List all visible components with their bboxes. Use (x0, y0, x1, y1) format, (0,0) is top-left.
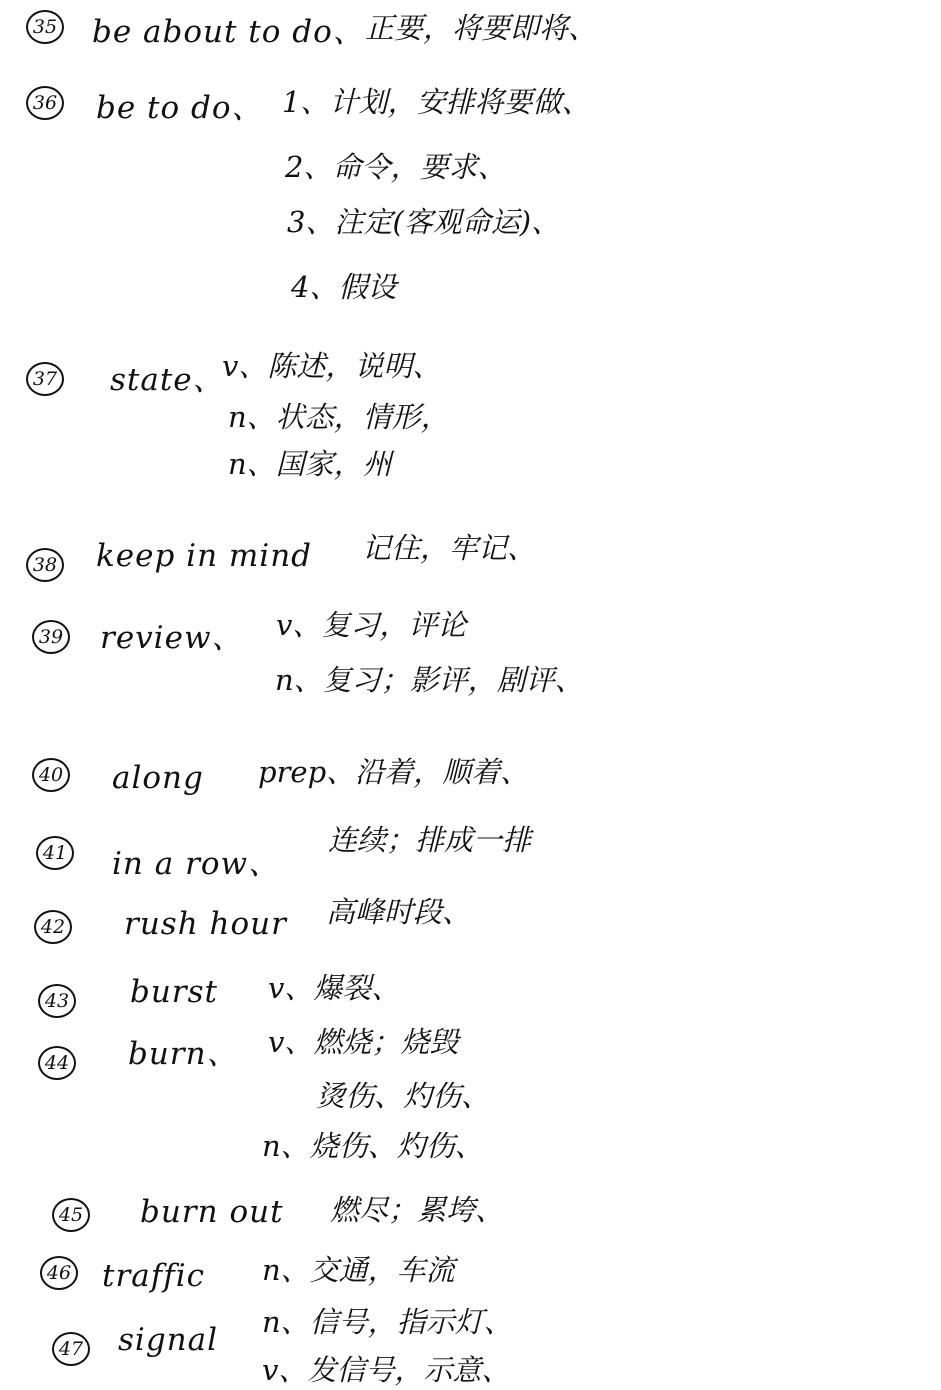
entry-term: along (112, 760, 204, 796)
entry-definition: prep、沿着，顺着、 (258, 755, 530, 789)
entry-number: 40 (32, 758, 70, 792)
entry-number: 35 (26, 10, 64, 44)
entry-number: 41 (36, 836, 74, 870)
entry-term: traffic (102, 1258, 205, 1294)
entry-definition: n、国家，州 (228, 447, 392, 481)
entry-definition: 记住，牢记、 (362, 531, 537, 565)
entry-term: burn、 (128, 1036, 239, 1072)
entry-definition: v、燃烧；烧毁 (268, 1025, 459, 1059)
entry-number: 45 (52, 1198, 90, 1232)
entry-term: state、 (110, 362, 225, 398)
entry-term: signal (118, 1322, 219, 1358)
entry-definition: 燃尽；累垮、 (330, 1193, 505, 1227)
entry-definition: 4、假设 (291, 270, 397, 304)
entry-term: in a row、 (112, 846, 281, 882)
entry-definition: 烫伤、灼伤、 (316, 1079, 491, 1113)
entry-definition: v、复习，评论 (276, 608, 467, 642)
entry-definition: n、状态，情形， (228, 400, 450, 434)
entry-definition: 3、注定(客观命运)、 (287, 205, 561, 239)
entry-term: be to do、 (96, 90, 264, 126)
entry-term: burn out (140, 1194, 284, 1230)
entry-term: review、 (100, 620, 244, 656)
entry-number: 37 (26, 362, 64, 396)
entry-number: 47 (52, 1332, 90, 1366)
entry-definition: 正要，将要即将、 (365, 11, 598, 45)
entry-definition: 1、计划，安排将要做、 (282, 85, 591, 119)
entry-definition: n、信号，指示灯、 (262, 1305, 513, 1339)
entry-term: keep in mind (96, 538, 313, 574)
entry-definition: 高峰时段、 (326, 895, 472, 929)
entry-number: 39 (32, 620, 70, 654)
entry-number: 36 (26, 86, 64, 120)
entry-definition: 连续；排成一排 (328, 823, 532, 857)
entry-number: 42 (34, 910, 72, 944)
entry-number: 46 (40, 1256, 78, 1290)
entry-definition: n、交通，车流 (262, 1253, 455, 1287)
entry-number: 44 (38, 1046, 76, 1080)
entry-term: burst (130, 974, 218, 1010)
entry-definition: v、爆裂、 (268, 971, 401, 1005)
entry-definition: v、陈述，说明、 (222, 349, 442, 383)
entry-number: 38 (26, 548, 64, 582)
entry-definition: n、复习；影评，剧评、 (275, 663, 584, 697)
entry-definition: n、烧伤、灼伤、 (262, 1129, 484, 1163)
entry-definition: 2、命令，要求、 (285, 150, 507, 184)
entry-number: 43 (38, 984, 76, 1018)
entry-definition: v、发信号，示意、 (262, 1353, 511, 1387)
entry-term: be about to do、 (92, 14, 365, 50)
entry-term: rush hour (124, 906, 287, 942)
